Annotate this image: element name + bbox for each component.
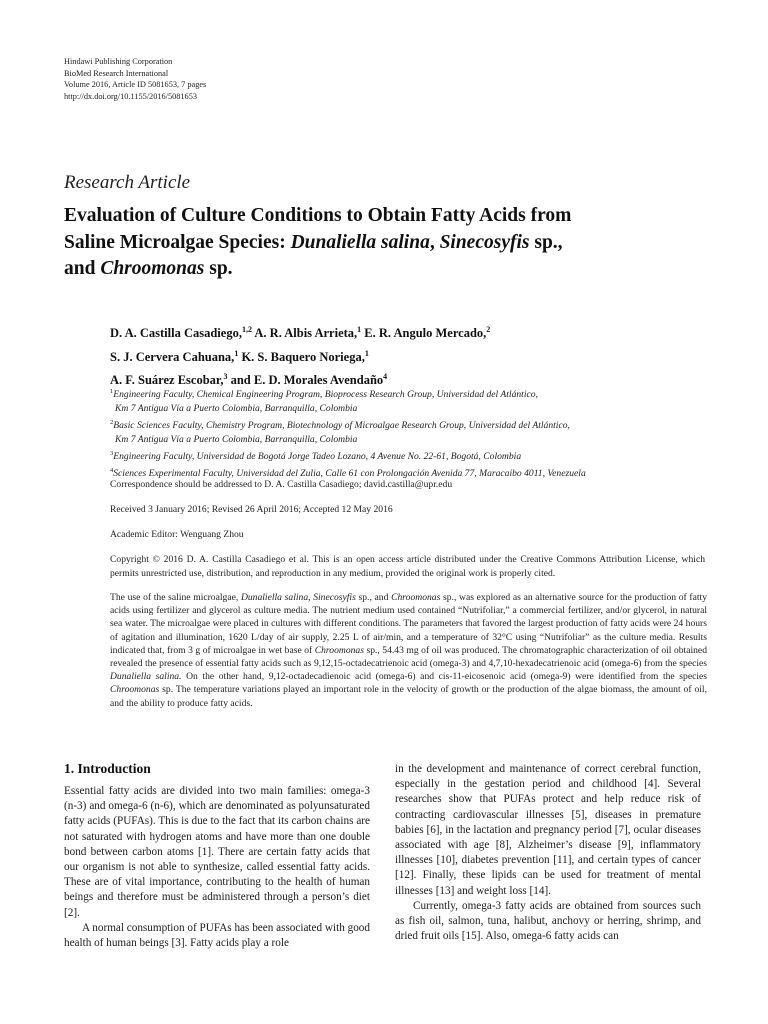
journal-name: BioMed Research International (64, 68, 169, 78)
author-line-3: A. F. Suárez Escobar,$^3$ and E. D. Morales Avendaño$^4$ (110, 372, 388, 388)
journal-header (64, 56, 206, 102)
affiliation-1: $^1$Engineering Faculty, Chemical Engineering Program, Bioprocess Research Group, Universidad del Atlántico, (110, 388, 538, 401)
author: K. S. Baquero Noriega, (238, 349, 365, 364)
affiliations (110, 385, 710, 481)
author-line-1: D. A. Castilla Casadiego,$^{1,2}$ A. R. Albis Arrieta,$^1$ E. R. Angulo Mercado,$^2$ (110, 325, 491, 341)
title-line-1: Evaluation of Culture Conditions to Obtain Fatty Acids from (64, 205, 572, 226)
section-heading: 1. Introduction (64, 761, 151, 776)
author: S. J. Cervera Cahuana, (110, 349, 235, 364)
publication-dates: Received 3 January 2016; Revised 26 April 2016; Accepted 12 May 2016 (110, 504, 393, 515)
author: E. R. Angulo Mercado, (361, 326, 487, 341)
paragraph: Essential fatty acids are divided into two main families: omega-3 (n-3) and omega-6 (n-6), which are denominated as polyunsaturated fatty acids (PUFAs). This is due to the fact that its carbon chains are not saturated with hydrogen atoms and have more than one double bond between carbon atoms [1]. There are certain fatty acids that our organism is not able to synthesize, called essential fatty acids. These are of vital importance, contributing to the health of human beings and therefore must be administered through a person’s diet [2]. (64, 785, 370, 919)
author: and E. D. Morales Avendaño (227, 373, 384, 388)
affiliation-1-cont: Km 7 Antigua Vía a Puerto Colombia, Barranquilla, Colombia (115, 402, 358, 414)
academic-editor: Academic Editor: Wenguang Zhou (110, 529, 244, 540)
body-column-right (395, 762, 701, 944)
volume-info: Volume 2016, Article ID 5081653, 7 pages (64, 80, 207, 89)
paragraph: in the development and maintenance of correct cerebral function, especially in the gestation period and childhood [4]. Several researches show that PUFAs protect and help reduce risk of contracting cardiovascular illnesses [5], diseases in premature babies [6], in the lactation and pregnancy period [7], ocular diseases associated with age [8], Alzheimer’s disease [9], inflammatory illnesses [10], diabetes prevention [11], and certain types of cancer [12]. Finally, these lipids can be used for treatment of mental illnesses [13] and weight loss [14]. (395, 763, 701, 897)
copyright-notice: Copyright © 2016 D. A. Castilla Casadiego et al. This is an open access article distributed under the Creative Commons Attribution License, which permits unrestricted use, distribution, and reproduction in any medium, provided the original work is properly cited. (110, 554, 705, 579)
publisher: Hindawi Publishing Corporation (64, 57, 173, 66)
author: A. F. Suárez Escobar, (110, 373, 224, 388)
affiliation-4: $^4$Sciences Experimental Faculty, Universidad del Zulia, Calle 61 con Prolongación Avenida 77, Maracaibo 4011, Venezuela (110, 466, 586, 479)
affiliation-3: $^3$Engineering Faculty, Universidad de Bogotá Jorge Tadeo Lozano, 4 Avenue No. 22-61, Bogotá, Colombia (110, 449, 522, 462)
author-list (110, 320, 710, 391)
paragraph: A normal consumption of PUFAs has been associated with good health of human beings [3]. Fatty acids play a role (64, 921, 370, 950)
paragraph: Currently, omega-3 fatty acids are obtained from sources such as fish oil, salmon, tuna, halibut, anchovy or herring, shrimp, and dried fruit oils [15]. Also, omega-6 fatty acids can (395, 899, 701, 943)
correspondence: Correspondence should be addressed to D. A. Castilla Casadiego; david.castilla@upr.edu (110, 479, 453, 490)
author: A. R. Albis Arrieta, (251, 326, 358, 341)
abstract: The use of the saline microalgae, Dunaliella salina, Sinecosyfis sp., and Chroomonas sp., was explored as an alternative source for the production of fatty acids using fertilizer and glycerol as culture media. The nutrient medium used contained “Nutrifoliar,” a commercial fertilizer, and/or glycerol, in natural sea water. The microalgae were placed in cultures with different conditions. The parameters that favored the largest production of fatty acids were 24 hours of agitation and illumination, 1620 L/day of air supply, 2.25 L of air/min, and a temperature of 32°C using “Nutrifoliar” as the culture media. Results indicated that, from 3 g of microalgae in wet base of Chroomonas sp., 54.43 mg of oil was produced. The chromatographic characterization of oil obtained revealed the presence of essential fatty acids such as 9,12,15-octadecatrienoic acid (omega-3) and 4,7,10-hexadecatrienoic acid (omega-6) from the species Dunaliella salina. On the other hand, 9,12-octadecadienoic acid (omega-6) and cis-11-eicosenoic acid (omega-9) were identified from the species Chroomonas sp. The temperature variations played an important role in the velocity of growth or the production of the algae biomass, the amount of oil, and the ability to produce fatty acids. (110, 592, 707, 709)
affiliation-2: $^2$Basic Sciences Faculty, Chemistry Program, Biotechnology of Microalgae Research Group, Universidad del Atlántico, (110, 418, 570, 431)
affiliation-2-cont: Km 7 Antigua Vía a Puerto Colombia, Barranquilla, Colombia (115, 433, 358, 445)
author-line-2: S. J. Cervera Cahuana,$^1$ K. S. Baquero Noriega,$^1$ (110, 348, 369, 364)
title-line-3: and Chroomonas sp. (64, 258, 233, 279)
doi-link[interactable]: http://dx.doi.org/10.1155/2016/5081653 (64, 91, 197, 101)
body-column-left (64, 784, 370, 951)
title-line-2: Saline Microalgae Species: Dunaliella salina, Sinecosyfis sp., (64, 231, 563, 253)
paper-title (64, 203, 724, 283)
author: D. A. Castilla Casadiego, (110, 326, 242, 341)
article-type: Research Article (64, 172, 191, 193)
